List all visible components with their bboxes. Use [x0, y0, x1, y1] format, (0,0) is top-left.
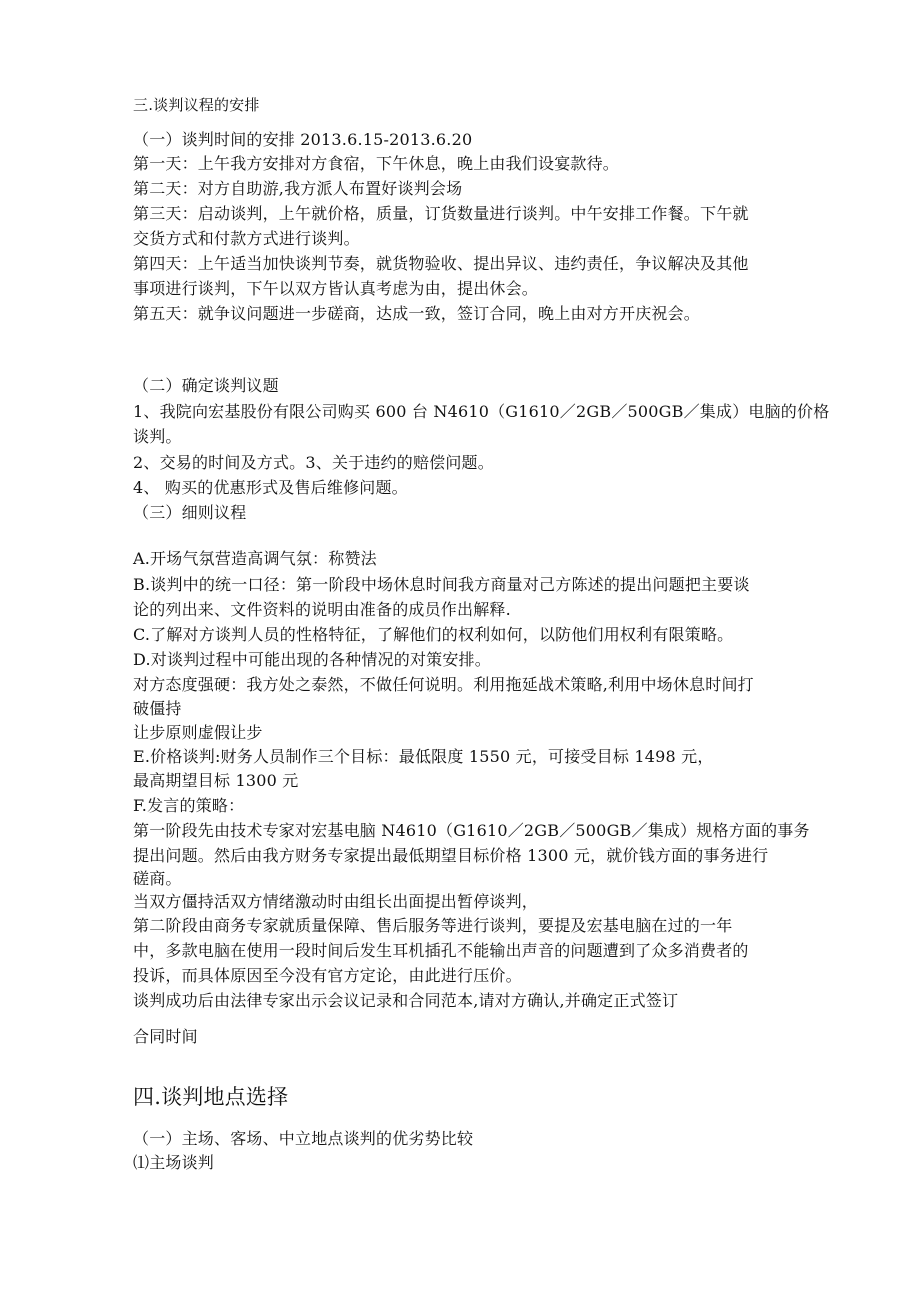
venue-comparison-heading: （一）主场、客场、中立地点谈判的优劣势比较 — [133, 1129, 474, 1148]
detail-agenda-heading: （三）细则议程 — [133, 503, 247, 522]
item-e-line1: E.价格谈判:财务人员制作三个目标：最低限度 1550 元，可接受目标 1498 元， — [133, 747, 714, 766]
attitude-line1: 对方态度强硬：我方处之泰然，不做任何说明。利用拖延战术策略,利用中场休息时间打 — [133, 675, 754, 694]
stage2-line2: 中，多款电脑在使用一段时间后发生耳机插孔不能输出声音的问题遭到了众多消费者的 — [133, 941, 749, 960]
section4-title: 四.谈判地点选择 — [133, 1085, 289, 1109]
item-a-text: A.开场气氛营造高调气氛：称赞法 — [133, 549, 377, 568]
day3-text-line1: 第三天：启动谈判，上午就价格，质量，订货数量进行谈判。中午安排工作餐。下午就 — [133, 204, 749, 223]
day1-text: 第一天：上午我方安排对方食宿，下午休息，晚上由我们设宴款待。 — [133, 154, 620, 173]
stage1-line2: 提出问题。然后由我方财务专家提出最低期望目标价格 1300 元，就价钱方面的事务进行 — [133, 846, 769, 865]
day5-text: 第五天：就争议问题进一步磋商，达成一致，签订合同，晚上由对方开庆祝会。 — [133, 304, 701, 323]
stage1-line3: 磋商。 — [133, 869, 182, 888]
topic1-line1: 1、我院向宏基股份有限公司购买 600 台 N4610（G1610／2GB／500GB／集成）电脑的价格 — [133, 402, 830, 421]
day3-text-line2: 交货方式和付款方式进行谈判。 — [133, 229, 360, 248]
schedule-heading: （一）谈判时间的安排 2013.6.15-2013.6.20 — [133, 130, 473, 149]
day4-text-line1: 第四天：上午适当加快谈判节奏，就货物验收、提出异议、违约责任，争议解决及其他 — [133, 254, 749, 273]
deadlock-text: 当双方僵持活双方情绪激动时由组长出面提出暂停谈判， — [133, 892, 539, 911]
stage2-line1: 第二阶段由商务专家就质量保障、售后服务等进行谈判，要提及宏基电脑在过的一年 — [133, 916, 733, 935]
topic1-line2: 谈判。 — [133, 427, 182, 446]
item-f-text: F.发言的策略： — [133, 796, 245, 815]
day2-text: 第二天：对方自助游,我方派人布置好谈判会场 — [133, 179, 463, 198]
contract-time-text: 合同时间 — [133, 1027, 198, 1046]
topic4-text: 4、 购买的优惠形式及售后维修问题。 — [133, 478, 408, 497]
item-d-text: D.对谈判过程中可能出现的各种情况的对策安排。 — [133, 650, 491, 669]
success-text: 谈判成功后由法律专家出示会议记录和合同范本,请对方确认,并确定正式签订 — [133, 991, 679, 1010]
item-b-line2: 论的列出来、文件资料的说明由准备的成员作出解释. — [133, 600, 511, 619]
item-b-line1: B.谈判中的统一口径：第一阶段中场休息时间我方商量对己方陈述的提出问题把主要谈 — [133, 575, 750, 594]
attitude-line2: 破僵持 — [133, 699, 182, 718]
home-negotiation-item: ⑴主场谈判 — [133, 1153, 215, 1172]
topic2-text: 2、交易的时间及方式。3、关于违约的赔偿问题。 — [133, 453, 494, 472]
stage2-line3: 投诉，而具体原因至今没有官方定论，由此进行压价。 — [133, 966, 522, 985]
topics-heading: （二）确定谈判议题 — [133, 376, 279, 395]
concession-text: 让步原则虚假让步 — [133, 723, 263, 742]
item-c-text: C.了解对方谈判人员的性格特征，了解他们的权利如何，以防他们用权利有限策略。 — [133, 625, 734, 644]
day4-text-line2: 事项进行谈判，下午以双方皆认真考虑为由，提出休会。 — [133, 279, 539, 298]
item-e-line2: 最高期望目标 1300 元 — [133, 771, 299, 790]
section3-title: 三.谈判议程的安排 — [133, 96, 260, 114]
stage1-line1: 第一阶段先由技术专家对宏基电脑 N4610（G1610／2GB／500GB／集成）规格方面的事务 — [133, 821, 810, 840]
